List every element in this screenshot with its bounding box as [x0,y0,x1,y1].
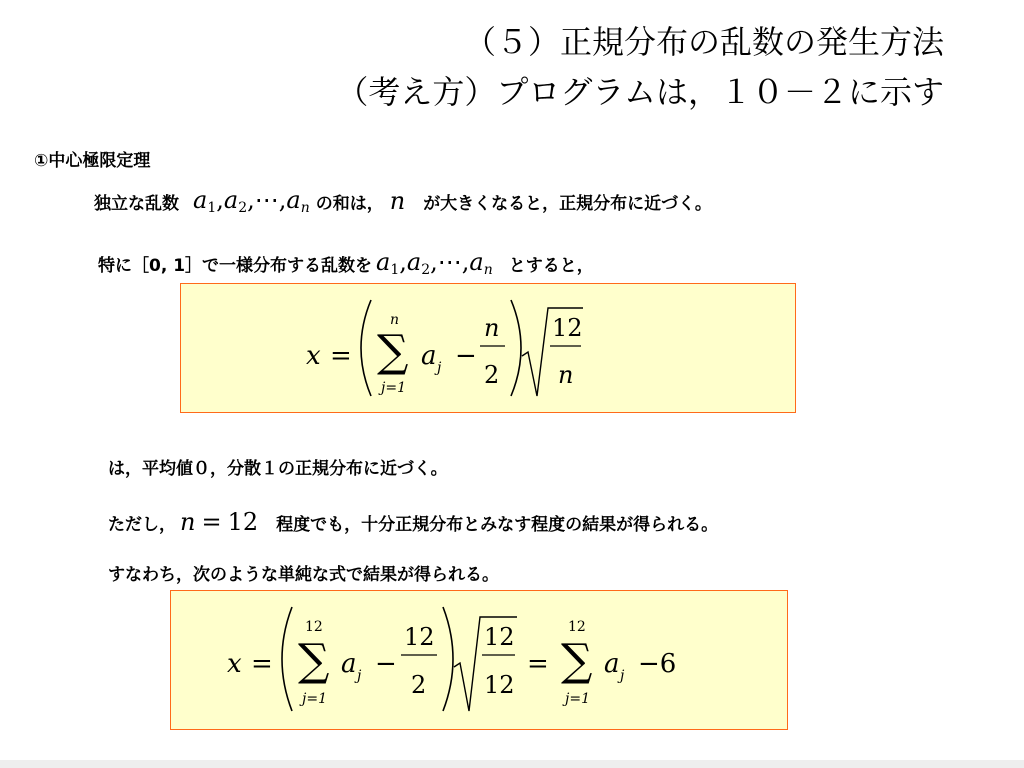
formula1-right-paren [511,300,521,396]
line1-suffix: が大きくなると，正規分布に近づく。 [423,193,712,214]
formula-2 [171,591,787,729]
formula1-sigma: ∑ [377,326,409,377]
formula2-minus: − [375,649,397,679]
formula2-right-paren [443,607,453,711]
formula2-left-paren [282,607,292,711]
slide-title-line-1: （５）正規分布の乱数の発生方法 [463,23,944,61]
statement-line-5: すなわち，次のような単純な式で結果が得られる。 [108,565,499,585]
formula2-lhs: x [227,649,242,679]
formula1-sum-upper: n [390,312,400,328]
line2-prefix: 特に［0, 1］で一様分布する乱数を [98,255,373,276]
formula2-term2-sub: j [620,668,625,684]
formula1-sqrt-den: n [558,361,574,389]
line4-prefix: ただし， [108,514,176,535]
formula2-sum2-lower: j=1 [565,691,590,707]
formula1-minus: − [455,341,477,371]
formula-box-1 [180,283,796,413]
line1-prefix: 独立な乱数 [94,193,179,214]
slide-title-line-2: （考え方）プログラムは，１０－２に示す [336,73,944,111]
variable-n: n [389,187,406,215]
formula1-term-var: a [421,341,437,371]
formula-1 [181,284,795,412]
formula1-sum-lower: j=1 [381,380,406,396]
formula2-sum2-upper: 12 [568,619,586,635]
formula2-eq2: = [527,649,549,679]
line2-suffix: とすると， [508,255,594,276]
sequence-a1-an-2: $a_1,a_2,\cdots,a_n$ [376,248,493,278]
bottom-rule [0,760,1024,768]
formula1-frac-num: n [484,314,500,342]
statement-line-1 [94,186,712,216]
sequence-a1-an: $a_1,a_2,\cdots,a_n$ [193,186,310,216]
formula2-sqrt-den: 12 [484,671,515,699]
formula1-lhs: x [306,341,321,371]
formula1-term-sub: j [437,360,442,376]
formula2-eq: = [251,649,273,679]
formula1-sqrt-num: 12 [552,314,583,342]
statement-line-2 [98,248,594,278]
n-equals-12: n = 12 [180,508,259,536]
section-heading: ①中心極限定理 [34,151,151,171]
formula2-term-var: a [341,649,357,679]
formula2-term-sub: j [357,668,362,684]
line4-suffix: 程度でも，十分正規分布とみなす程度の結果が得られる。 [276,514,719,535]
formula1-left-paren [361,300,371,396]
statement-line-4 [108,508,718,536]
line1-middle: の和は， [315,193,384,214]
formula-box-2 [170,590,788,730]
formula2-sum-upper: 12 [305,619,323,635]
formula2-tail: −6 [638,649,677,679]
formula2-sigma: ∑ [298,635,330,686]
formula2-term2-var: a [604,649,620,679]
formula2-sum-lower: j=1 [302,691,327,707]
formula2-frac-num: 12 [404,623,435,651]
formula1-eq: = [330,341,352,371]
formula1-frac-den: 2 [484,361,500,389]
formula2-frac-den: 2 [411,671,427,699]
statement-line-3: は，平均値０，分散１の正規分布に近づく。 [108,459,448,479]
formula2-sqrt-num: 12 [484,623,515,651]
formula2-sigma-2: ∑ [561,635,593,686]
